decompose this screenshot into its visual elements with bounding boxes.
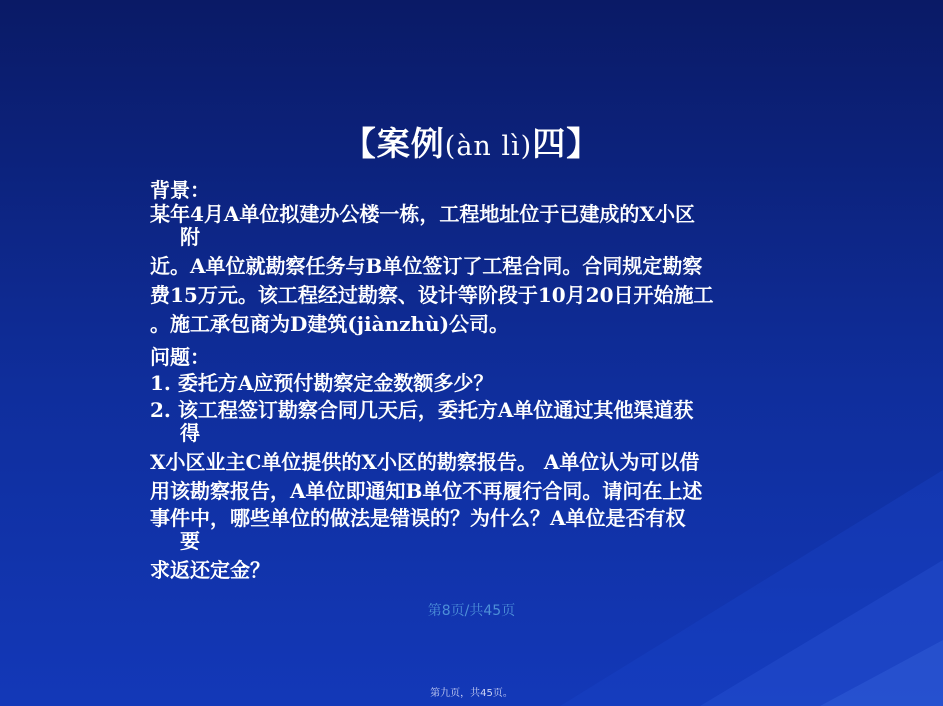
title-cn-before: 【案例 xyxy=(342,124,445,163)
title-cn-after: 四】 xyxy=(532,124,601,163)
body-line: 求返还定金？ xyxy=(150,558,270,582)
body-line-wrap: 得 xyxy=(180,421,200,445)
body-line: X小区业主C单位提供的X小区的勘察报告。 A单位认为可以借 xyxy=(150,450,700,474)
question-1: 1. 委托方A应预付勘察定金数额多少？ xyxy=(150,371,494,395)
slide-body xyxy=(150,178,810,585)
slide-title xyxy=(0,118,943,165)
body-line: 费15万元。该工程经过勘察、设计等阶段于10月20日开始施工 xyxy=(150,283,714,307)
body-line: 某年4月A单位拟建办公楼一栋，工程地址位于已建成的X小区 xyxy=(150,202,695,226)
section-heading-background: 背景： xyxy=(150,178,210,202)
body-line: 。施工承包商为D建筑(jiànzhù)公司。 xyxy=(150,312,510,336)
page-counter: 第8页/共45页 xyxy=(427,603,516,619)
body-line-wrap: 要 xyxy=(180,529,200,553)
body-line: 事件中，哪些单位的做法是错误的？为什么？A单位是否有权 xyxy=(150,506,686,530)
title-pinyin: (àn lì) xyxy=(444,131,533,162)
body-line: 近。A单位就勘察任务与B单位签订了工程合同。合同规定勘察 xyxy=(150,254,703,278)
question-2: 2. 该工程签订勘察合同几天后，委托方A单位通过其他渠道获 xyxy=(150,398,694,422)
body-line-wrap: 附 xyxy=(180,225,200,249)
section-heading-question: 问题： xyxy=(150,345,210,369)
body-line: 用该勘察报告，A单位即通知B单位不再履行合同。请问在上述 xyxy=(150,479,703,503)
footer-page-note: 第九页，共45页。 xyxy=(430,688,513,699)
